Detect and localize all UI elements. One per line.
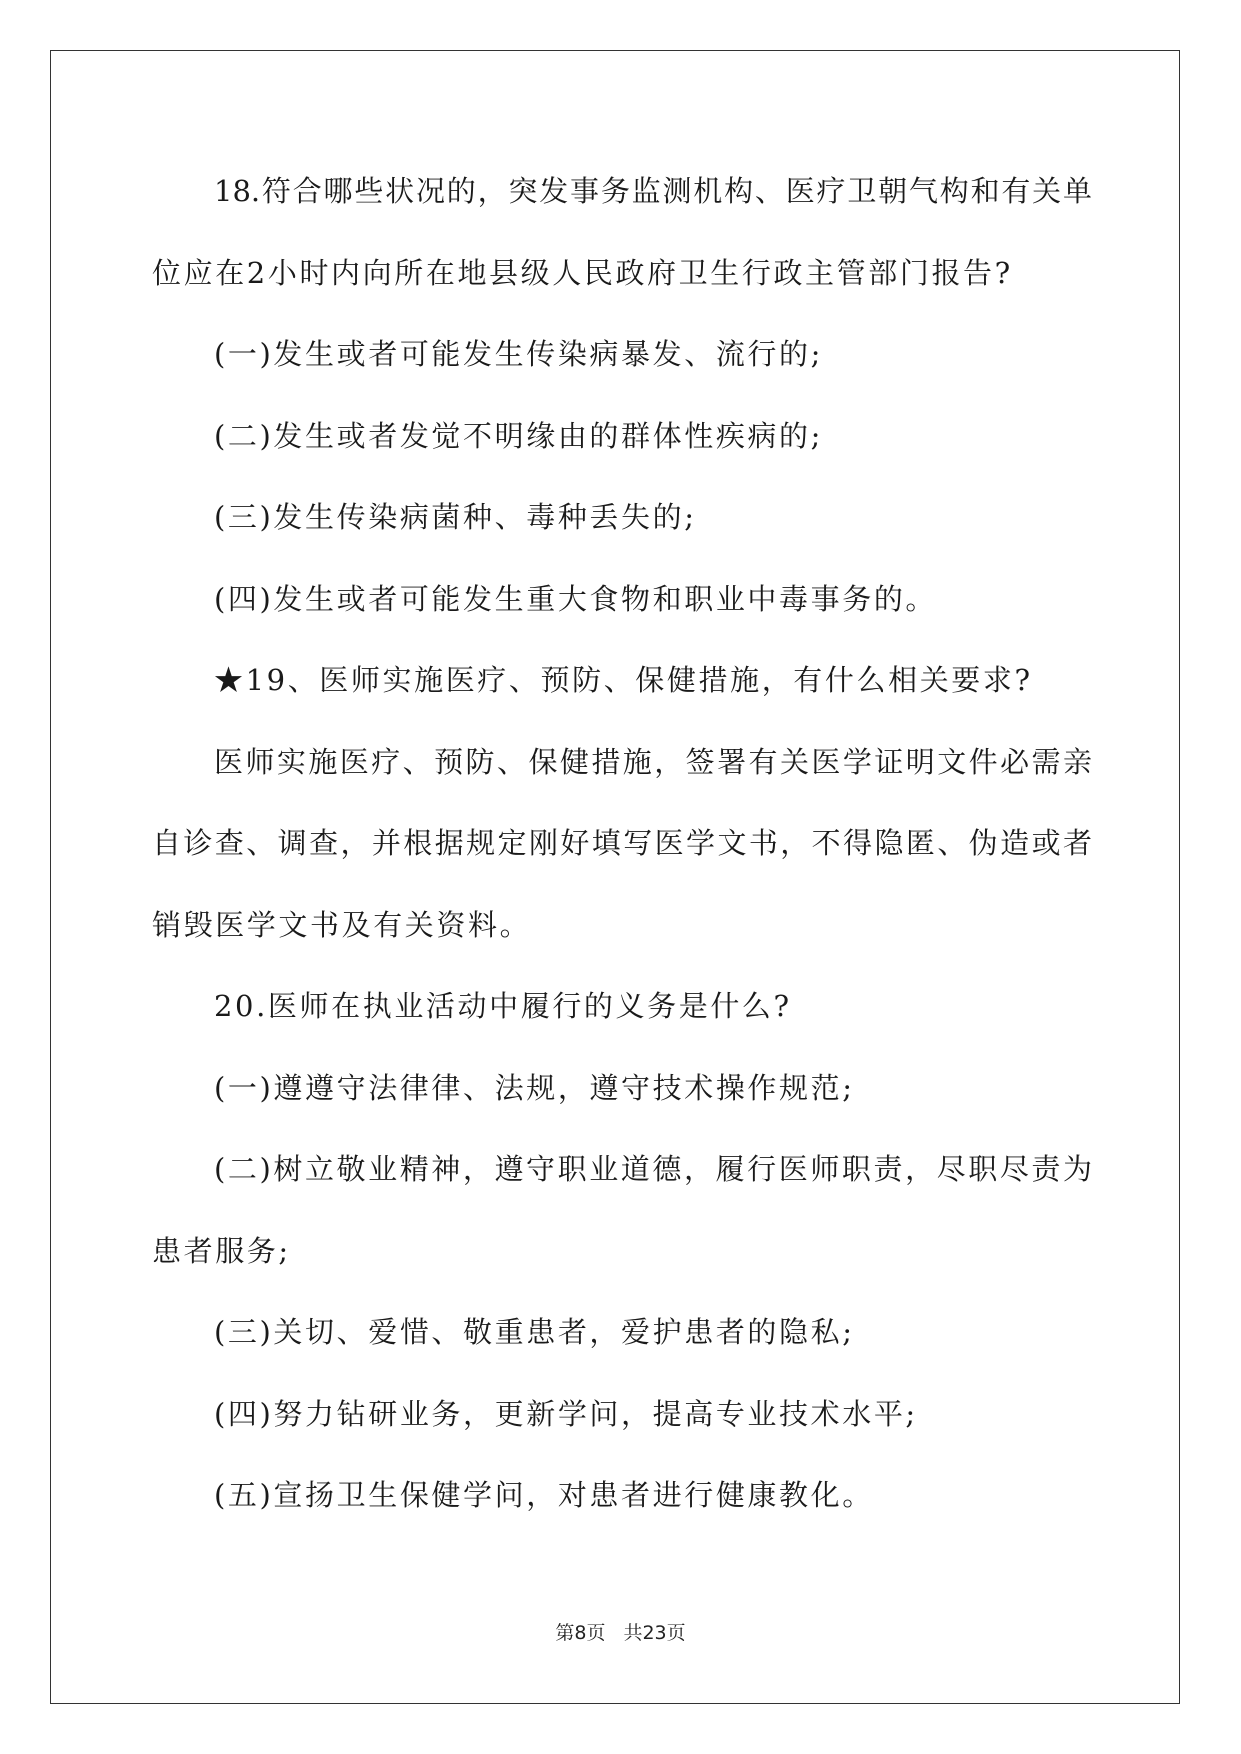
paragraph-line: (三)关切、爱惜、敬重患者，爱护患者的隐私;: [214, 1315, 855, 1349]
paragraph-line: 患者服务;: [152, 1233, 291, 1268]
page-total: 共23页: [623, 1622, 686, 1644]
paragraph-line: 20.医师在执业活动中履行的义务是什么?: [214, 989, 792, 1023]
paragraph-line: 销毁医学文书及有关资料。: [152, 907, 532, 942]
paragraph-line: 自诊查、调查，并根据规定刚好填写医学文书，不得隐匿、伪造或者: [152, 826, 1092, 860]
page-number: 第8页: [555, 1622, 606, 1644]
paragraph-line: (五)宣扬卫生保健学问，对患者进行健康教化。: [214, 1478, 874, 1512]
document-body: [152, 160, 1092, 1546]
paragraph-line: 位应在2小时内向所在地县级人民政府卫生行政主管部门报告?: [152, 255, 1013, 290]
paragraph-line: (三)发生传染病菌种、毒种丢失的;: [214, 500, 697, 534]
paragraph-line: 医师实施医疗、预防、保健措施，签署有关医学证明文件必需亲: [214, 744, 1092, 779]
paragraph-line: (一)遵遵守法律律、法规，遵守技术操作规范;: [214, 1070, 855, 1105]
page-footer: [0, 1618, 1241, 1645]
paragraph-line: 18.符合哪些状况的，突发事务监测机构、医疗卫朝气构和有关单: [214, 174, 1092, 208]
paragraph-line: (二)树立敬业精神，遵守职业道德，履行医师职责，尽职尽责为: [214, 1152, 1092, 1186]
paragraph-line: ★19、医师实施医疗、预防、保健措施，有什么相关要求?: [214, 663, 1033, 697]
paragraph-line: (一)发生或者可能发生传染病暴发、流行的;: [214, 337, 823, 371]
paragraph-line: (二)发生或者发觉不明缘由的群体性疾病的;: [214, 418, 823, 453]
paragraph-line: (四)努力钻研业务，更新学问，提高专业技术水平;: [214, 1396, 918, 1431]
paragraph-line: (四)发生或者可能发生重大食物和职业中毒事务的。: [214, 581, 938, 616]
